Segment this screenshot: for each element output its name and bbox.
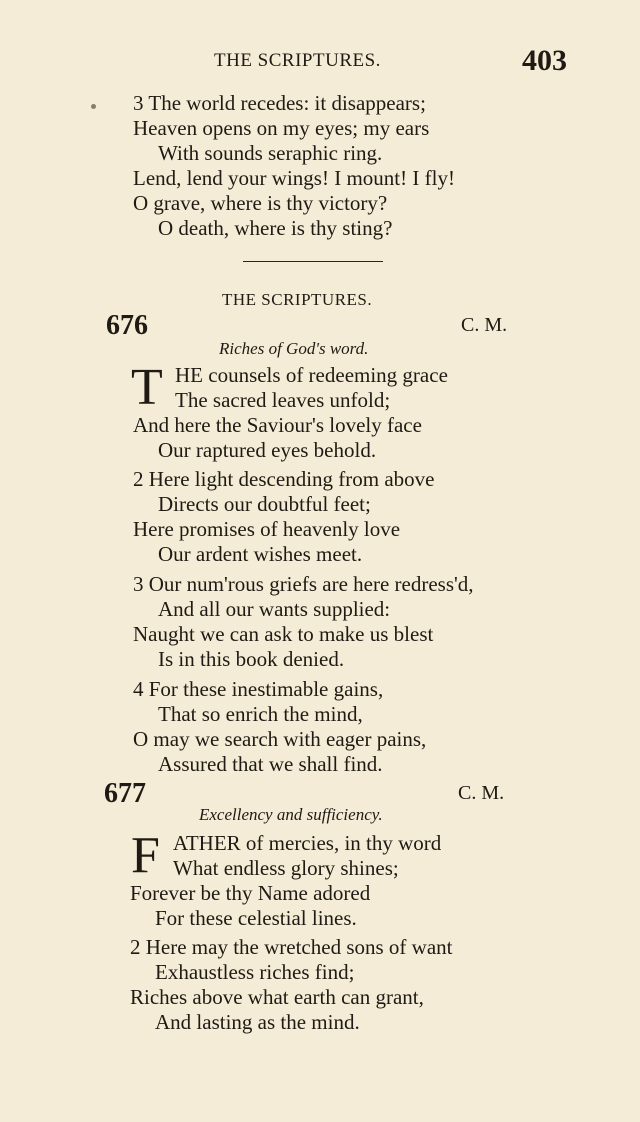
verse-line: And all our wants supplied: xyxy=(158,597,391,621)
verse-line: O grave, where is thy victory? xyxy=(133,191,388,215)
section-title: THE SCRIPTURES. xyxy=(222,290,373,309)
hymn-meter: C. M. xyxy=(461,314,508,336)
hymn-number: 676 xyxy=(106,310,148,341)
verse-line: With sounds seraphic ring. xyxy=(158,141,383,165)
verse-line: Assured that we shall find. xyxy=(158,752,383,776)
verse-line: HE counsels of redeeming grace xyxy=(175,363,448,387)
running-head: THE SCRIPTURES. xyxy=(214,50,381,71)
verse-line: Riches above what earth can grant, xyxy=(130,985,424,1009)
verse-line: Exhaustless riches find; xyxy=(155,960,355,984)
verse-line: Directs our doubtful feet; xyxy=(158,492,371,516)
verse-line: For these celestial lines. xyxy=(155,906,357,930)
verse-line: 4 For these inestimable gains, xyxy=(133,677,384,701)
ink-smudge xyxy=(91,104,96,109)
drop-cap: F xyxy=(131,827,160,884)
page-number: 403 xyxy=(522,44,567,77)
hymn-subtitle: Excellency and sufficiency. xyxy=(199,805,383,824)
verse-line: Our raptured eyes behold. xyxy=(158,438,377,462)
verse-line: ATHER of mercies, in thy word xyxy=(173,831,442,855)
verse-line: 3 Our num'rous griefs are here redress'd, xyxy=(133,572,474,596)
verse-line: Our ardent wishes meet. xyxy=(158,542,363,566)
verse-line: Is in this book denied. xyxy=(158,647,345,671)
verse-line: Heaven opens on my eyes; my ears xyxy=(133,116,430,140)
verse-line: That so enrich the mind, xyxy=(158,702,363,726)
verse-line: The sacred leaves unfold; xyxy=(175,388,391,412)
verse-line: What endless glory shines; xyxy=(173,856,399,880)
verse-line: Here promises of heavenly love xyxy=(133,517,401,541)
verse-line: Forever be thy Name adored xyxy=(130,881,371,905)
verse-line: And lasting as the mind. xyxy=(155,1010,360,1034)
verse-line: Naught we can ask to make us blest xyxy=(133,622,434,646)
section-divider xyxy=(243,261,383,262)
hymn-subtitle: Riches of God's word. xyxy=(219,339,369,358)
verse-line: O death, where is thy sting? xyxy=(158,216,393,240)
drop-cap: T xyxy=(131,359,163,416)
verse-line: 2 Here light descending from above xyxy=(133,467,435,491)
verse-line: O may we search with eager pains, xyxy=(133,727,427,751)
hymn-meter: C. M. xyxy=(458,782,505,804)
verse-line: Lend, lend your wings! I mount! I fly! xyxy=(133,166,455,190)
hymn-number: 677 xyxy=(104,778,146,809)
verse-line: 3 The world recedes: it disappears; xyxy=(133,91,426,115)
verse-line: 2 Here may the wretched sons of want xyxy=(130,935,453,959)
verse-line: And here the Saviour's lovely face xyxy=(133,413,422,437)
